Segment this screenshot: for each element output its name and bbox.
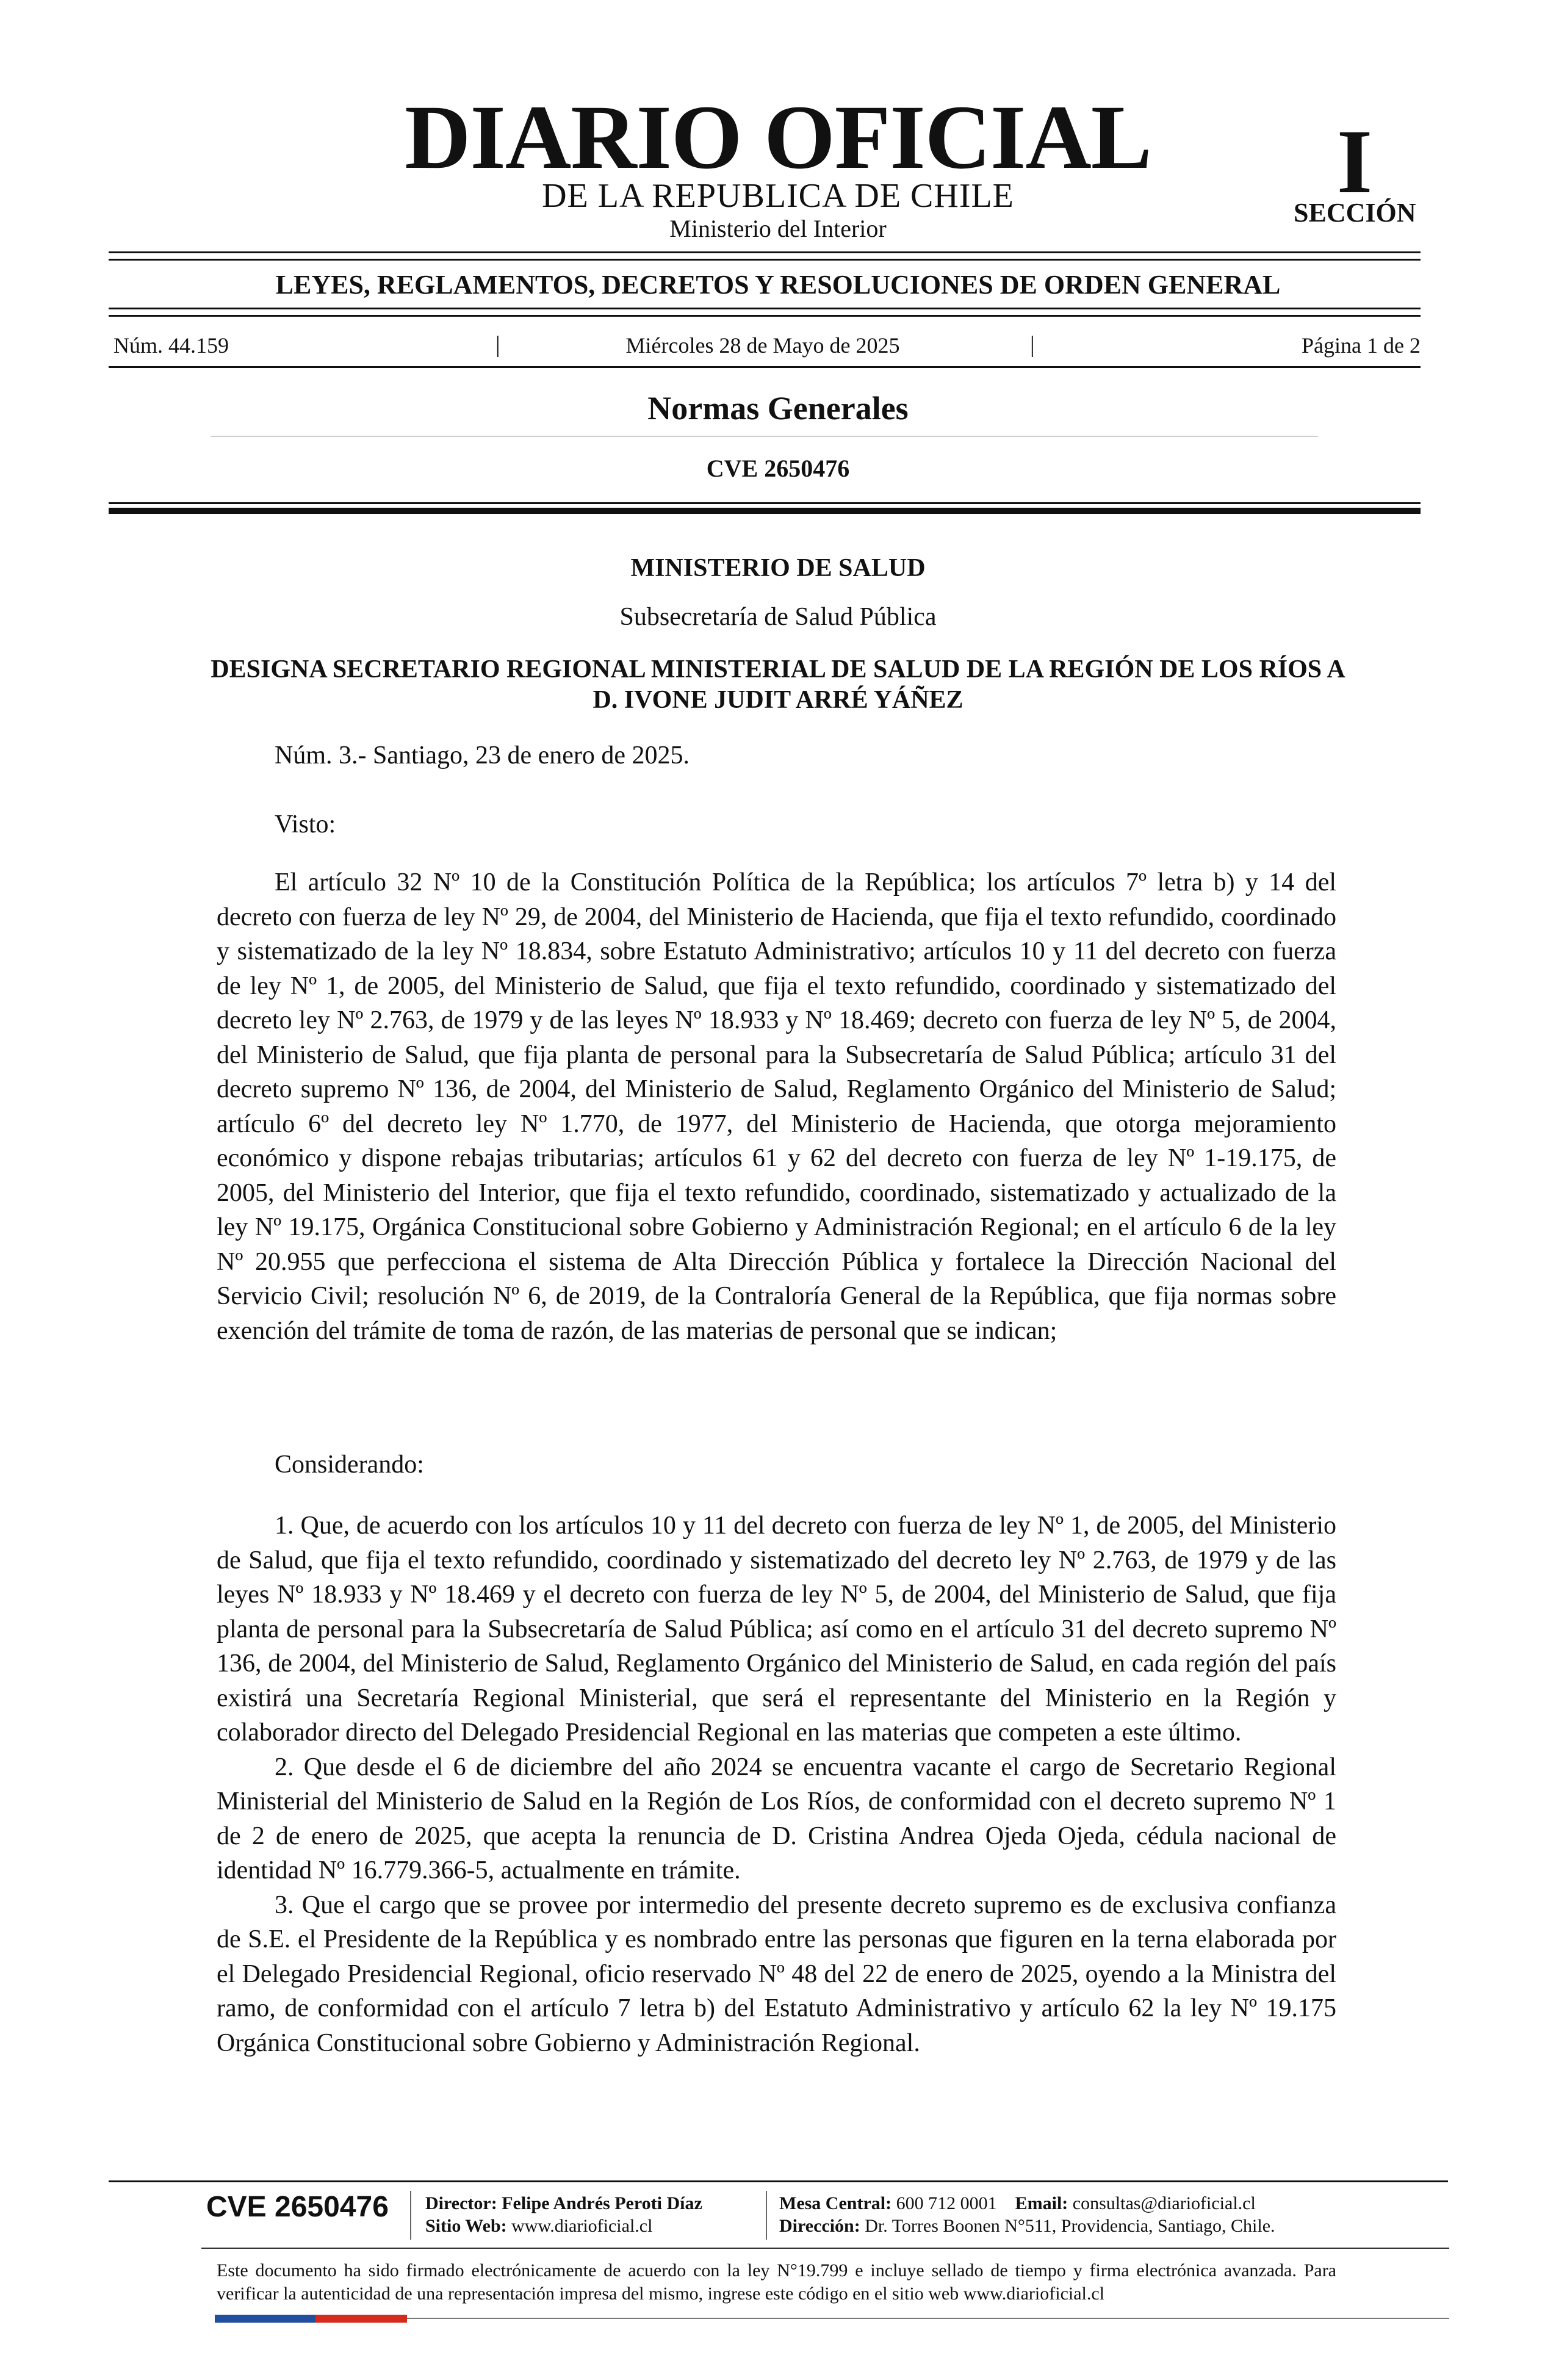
visto-label: Visto: xyxy=(275,810,336,838)
considerando-item: 2. Que desde el 6 de diciembre del año 2024 se encuentra vacante el cargo de Secretario Regional Ministerial del Ministerio de Salud en la Región de Los Ríos, de conformidad con el decreto supremo Nº 1 de 2 de enero de 2025, que acepta la renuncia de D. Cristina Andrea Ojeda Ojeda, cédula nacional de identidad Nº 16.779.366-5, actualmente en trámite. xyxy=(217,1753,1336,1884)
section-number: I xyxy=(1336,111,1373,212)
decree-number: Núm. 3.- Santiago, 23 de enero de 2025. xyxy=(275,741,690,770)
footer-contact-info xyxy=(779,2192,1275,2237)
phone-number: 600 712 0001 xyxy=(896,2193,997,2213)
category-heading: LEYES, REGLAMENTOS, DECRETOS Y RESOLUCIONES DE ORDEN GENERAL xyxy=(275,270,1281,300)
email-link[interactable]: consultas@diarioficial.cl xyxy=(1072,2193,1256,2213)
footer-publisher-info xyxy=(425,2192,702,2237)
cve-code: CVE 2650476 xyxy=(706,455,850,482)
issue-separator: | xyxy=(495,332,500,358)
newspaper-subtitle: DE LA REPUBLICA DE CHILE xyxy=(542,177,1014,215)
newspaper-title: DIARIO OFICIAL xyxy=(405,87,1151,188)
header-divider xyxy=(109,259,1421,261)
considerando-item: 1. Que, de acuerdo con los artículos 10 y 11 del decreto con fuerza de ley Nº 1, de 2005, del Ministerio de Salud, que fija el texto refundido, coordinado y sistematizado del decreto ley Nº 2.763, de 1979 y de las leyes Nº 18.933 y Nº 18.469 y el decreto con fuerza de ley Nº 5, de 2004, del Ministerio de Salud, que fija planta de personal para la Subsecretaría de Salud Pública; así como en el artículo 31 del decreto supremo Nº 136, de 2004, del Ministerio de Salud, Reglamento Orgánico del Ministerio de Salud, en cada región del país existirá una Secretaría Regional Ministerial, que será el representante del Ministerio en la Región y colaborador directo del Delegado Presidencial Regional en las materias que competen a este último. xyxy=(217,1512,1336,1747)
director-label: Director: xyxy=(425,2193,497,2213)
issue-separator: | xyxy=(1030,332,1035,358)
address-label: Dirección: xyxy=(779,2216,860,2236)
newspaper-ministry: Ministerio del Interior xyxy=(669,215,887,242)
issue-divider xyxy=(109,366,1421,368)
footer-divider xyxy=(201,2248,1449,2249)
signature-disclaimer: Este documento ha sido firmado electrónicamente de acuerdo con la ley N°19.799 e incluye sellado de tiempo y firma electrónica avanzada. Para verificar la autenticidad de una representación impresa del mismo, ingrese este código en el sitio web www.diarioficial.cl xyxy=(217,2260,1336,2304)
section-heading: Normas Generales xyxy=(647,390,909,427)
website-link[interactable]: www.diarioficial.cl xyxy=(511,2216,653,2236)
category-divider xyxy=(109,315,1421,317)
category-divider xyxy=(109,308,1421,309)
section-heading-underline xyxy=(211,436,1318,437)
considerando-label: Considerando: xyxy=(275,1451,424,1479)
footer-cve-code: CVE 2650476 xyxy=(206,2191,389,2223)
address-text: Dr. Torres Boonen N°511, Providencia, Santiago, Chile. xyxy=(865,2216,1275,2236)
header-divider xyxy=(109,251,1421,253)
footer-column-divider xyxy=(410,2191,411,2240)
footer-divider xyxy=(109,2180,1448,2182)
considerando-item: 3. Que el cargo que se provee por intermedio del presente decreto supremo es de exclusiva confianza de S.E. el Presidente de la República y es nombrado entre las personas que figuren en la terna elaborada por el Delegado Presidencial Regional, oficio reservado Nº 48 del 22 de enero de 2025, oyendo a la Ministra del ramo, de conformidad con el artículo 7 letra b) del Estatuto Administrativo y artículo 62 la ley Nº 19.175 Orgánica Constitucional sobre Gobierno y Administración Regional. xyxy=(217,1891,1336,2057)
issue-date: Miércoles 28 de Mayo de 2025 xyxy=(625,333,900,358)
website-label: Sitio Web: xyxy=(425,2216,507,2236)
ministry-name: MINISTERIO DE SALUD xyxy=(630,554,926,582)
visto-paragraph: El artículo 32 Nº 10 de la Constitución Política de la República; los artículos 7º letra b) y 14 del decreto con fuerza de ley Nº 29, de 2004, del Ministerio de Hacienda, que fija el texto refundido, coordinado y sistematizado de la ley Nº 18.834, sobre Estatuto Administrativo; artículos 10 y 11 del decreto con fuerza de ley Nº 1, de 2005, del Ministerio de Salud, que fija el texto refundido, coordinado y sistematizado del decreto ley Nº 2.763, de 1979 y de las leyes Nº 18.933 y Nº 18.469; decreto con fuerza de ley Nº 5, de 2004, del Ministerio de Salud, que fija planta de personal para la Subsecretaría de Salud Pública; artículo 31 del decreto supremo Nº 136, de 2004, del Ministerio de Salud, Reglamento Orgánico del Ministerio de Salud; artículo 6º del decreto ley Nº 1.770, de 1977, del Ministerio de Hacienda, que otorga mejoramiento económico y dispone rebajas tributarias; artículos 61 y 62 del decreto con fuerza de ley Nº 1-19.175, de 2005, del Ministerio del Interior, que fija el texto refundido, coordinado, sistematizado y actualizado de la ley Nº 19.175, Orgánica Constitucional sobre Gobierno y Administración Regional; en el artículo 6 de la ley Nº 20.955 que perfecciona el sistema de Alta Dirección Pública y fortalece la Dirección Nacional del Servicio Civil; resolución Nº 6, de 2019, de la Contraloría General de la República, que fija normas sobre exención del trámite de toma de razón, de las materias de personal que se indican; xyxy=(217,868,1336,1345)
flag-stripe-red xyxy=(315,2315,407,2323)
issue-number: Núm. 44.159 xyxy=(113,333,229,358)
subsecretary-name: Subsecretaría de Salud Pública xyxy=(619,603,937,631)
page-indicator: Página 1 de 2 xyxy=(1302,333,1421,358)
content-divider-thick xyxy=(109,508,1421,514)
footer-bottom-rule xyxy=(407,2318,1449,2319)
director-name: Felipe Andrés Peroti Díaz xyxy=(502,2193,702,2213)
decree-title: DESIGNA SECRETARIO REGIONAL MINISTERIAL DE SALUD DE LA REGIÓN DE LOS RÍOS A D. IVONE JUDIT ARRÉ YÁÑEZ xyxy=(211,655,1345,714)
email-label: Email: xyxy=(1015,2193,1068,2213)
flag-stripe-blue xyxy=(215,2315,315,2323)
phone-label: Mesa Central: xyxy=(779,2193,892,2213)
footer-column-divider xyxy=(766,2191,767,2240)
considerando-list xyxy=(217,1509,1336,2060)
section-label: SECCIÓN xyxy=(1294,198,1416,228)
content-divider xyxy=(109,502,1421,504)
